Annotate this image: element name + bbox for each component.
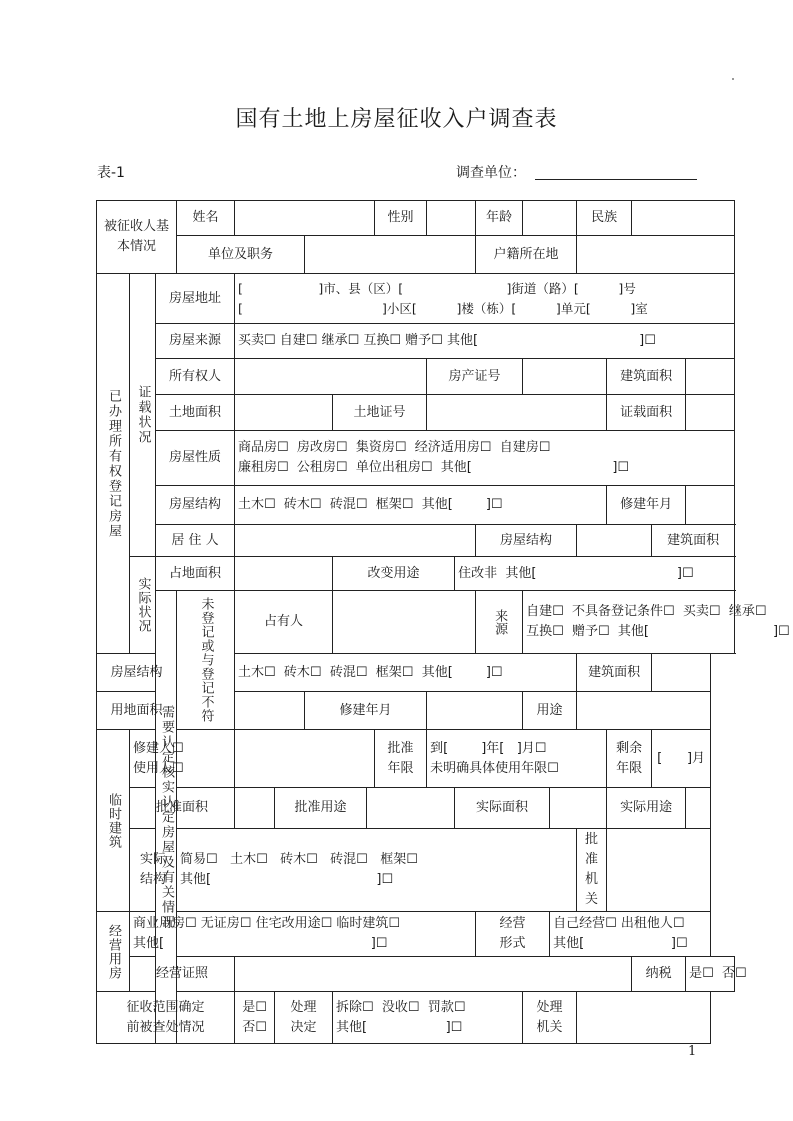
remaining-period-field[interactable]: [ ]月 xyxy=(652,730,711,788)
approval-authority-field[interactable] xyxy=(607,829,711,912)
unreg-structure-options[interactable]: 土木☐ 砖木☐ 砖混☐ 框架☐ 其他[ ]☐ xyxy=(235,654,577,692)
temp-structure-label-1: 实际 xyxy=(140,852,167,867)
builder-field[interactable] xyxy=(235,730,375,788)
actual-use-label: 实际用途 xyxy=(607,788,686,829)
unreg-source-line-1: 自建☐ 不具备登记条件☐ 买卖☐ 继承☐ xyxy=(526,604,767,619)
structure-label: 房屋结构 xyxy=(156,486,235,525)
unreg-structure-label: 房屋结构 xyxy=(97,654,177,692)
resident-label: 居 住 人 xyxy=(156,525,235,557)
age-field[interactable] xyxy=(523,201,577,236)
usage-label: 用途 xyxy=(523,692,577,730)
business-form-label xyxy=(476,912,550,957)
tax-label: 纳税 xyxy=(632,957,686,992)
temp-structure-label-2: 结构 xyxy=(140,872,167,887)
unreg-build-date-field[interactable] xyxy=(427,692,523,730)
household-reg-field[interactable] xyxy=(577,236,735,274)
name-field[interactable] xyxy=(235,201,375,236)
land-use-area-field[interactable] xyxy=(235,692,305,730)
build-date-field[interactable] xyxy=(686,486,735,525)
user-option: 使用人☐ xyxy=(133,760,184,776)
address-line-2: [ ]小区[ ]楼（栋）[ ]单元[ ]室 xyxy=(238,300,648,316)
needs-verification-header: 需要认定核实认定房屋及有关情况 xyxy=(156,591,177,1044)
approved-area-label: 批准面积 xyxy=(130,788,235,829)
actual-structure-label: 房屋结构 xyxy=(476,525,577,557)
structure-options[interactable]: 土木☐ 砖木☐ 砖混☐ 框架☐ 其他[ ]☐ xyxy=(235,486,607,525)
remaining-period-label xyxy=(607,730,652,788)
approval-period-label-1: 批准 xyxy=(387,740,414,756)
approval-authority-label-2: 机关 xyxy=(585,872,599,907)
handling-line-2: 其他[ ]☐ xyxy=(336,1019,463,1035)
form-line-1: 自己经营☐ 出租他人☐ xyxy=(553,916,685,931)
temp-structure-line-2: 其他[ ]☐ xyxy=(180,872,394,887)
handling-label-1: 处理 xyxy=(290,999,317,1015)
unreg-build-date-label: 修建年月 xyxy=(305,692,427,730)
footprint-label: 占地面积 xyxy=(156,557,235,591)
ethnicity-field[interactable] xyxy=(632,201,735,236)
use-change-label: 改变用途 xyxy=(333,557,455,591)
handling-org-field[interactable] xyxy=(577,992,711,1044)
source-label: 房屋来源 xyxy=(156,324,235,359)
nature-options[interactable] xyxy=(235,431,735,486)
gender-field[interactable] xyxy=(427,201,476,236)
scan-speck xyxy=(732,78,734,80)
survey-unit-field[interactable] xyxy=(535,179,697,180)
approval-period-label xyxy=(375,730,427,788)
employer-field[interactable] xyxy=(305,236,476,274)
approved-area-field[interactable] xyxy=(235,788,275,829)
actual-area-field[interactable] xyxy=(550,788,607,829)
period-line-1: 到[ ]年[ ]月☐ xyxy=(430,740,547,756)
tax-options[interactable]: 是☐ 否☐ xyxy=(686,957,735,992)
investigation-label xyxy=(97,992,235,1044)
handling-org-label-2: 机关 xyxy=(536,1019,563,1035)
owner-field[interactable] xyxy=(235,359,427,395)
no-option: 否☐ xyxy=(242,1019,267,1035)
occupant-label: 占有人 xyxy=(235,591,333,654)
use-change-options[interactable]: 住改非 其他[ ]☐ xyxy=(455,557,735,591)
property-cert-field[interactable] xyxy=(523,359,607,395)
survey-form-table xyxy=(96,200,790,1044)
business-form-label-1: 经营 xyxy=(499,916,526,931)
approval-authority-label-1: 批准 xyxy=(585,832,599,867)
cert-area-label: 证载面积 xyxy=(607,395,686,431)
investigation-yes-no[interactable] xyxy=(235,992,275,1044)
remaining-label-2: 年限 xyxy=(616,760,643,776)
ethnicity-label: 民族 xyxy=(577,201,632,236)
business-line-2: 其他[ ]☐ xyxy=(133,936,388,951)
usage-field[interactable] xyxy=(577,692,711,730)
unreg-source-options[interactable] xyxy=(523,591,790,654)
name-label: 姓名 xyxy=(177,201,235,236)
handling-decision-label xyxy=(275,992,333,1044)
household-reg-label: 户籍所在地 xyxy=(476,236,577,274)
actual-area-label: 实际面积 xyxy=(455,788,550,829)
nature-label: 房屋性质 xyxy=(156,431,235,486)
land-area-field[interactable] xyxy=(235,395,333,431)
approval-period-label-2: 年限 xyxy=(387,760,414,776)
basic-info-header: 被征收人基本情况 xyxy=(97,201,177,274)
registered-house-header: 已办理所有权登记房屋 xyxy=(97,274,130,654)
business-form-options[interactable] xyxy=(550,912,711,957)
unregistered-header: 未登记或与登记不符 xyxy=(177,591,235,730)
investigation-label-1: 征收范围确定 xyxy=(126,999,205,1015)
builder-user-options[interactable] xyxy=(130,730,235,788)
temp-structure-options[interactable] xyxy=(177,829,577,912)
building-area-label: 建筑面积 xyxy=(607,359,686,395)
survey-unit-label: 调查单位： xyxy=(456,165,526,181)
business-house-header: 经营用房 xyxy=(97,912,130,992)
address-label: 房屋地址 xyxy=(156,274,235,324)
source-origin-label: 来源 xyxy=(476,591,523,654)
form-number: 表-1 xyxy=(97,165,125,181)
gender-label: 性别 xyxy=(375,201,427,236)
handling-org-label xyxy=(523,992,577,1044)
form-line-2: 其他[ ]☐ xyxy=(553,936,688,951)
footprint-field[interactable] xyxy=(235,557,333,591)
age-label: 年龄 xyxy=(476,201,523,236)
actual-use-field[interactable] xyxy=(686,788,711,829)
address-field[interactable] xyxy=(235,274,735,324)
license-field[interactable] xyxy=(235,957,632,992)
actual-structure-field[interactable] xyxy=(577,525,652,557)
unreg-source-line-2: 互换☐ 赠予☐ 其他[ ]☐ xyxy=(526,624,790,639)
property-cert-label: 房产证号 xyxy=(427,359,523,395)
unreg-building-area-field[interactable] xyxy=(652,654,711,692)
building-area-field[interactable] xyxy=(686,359,735,395)
owner-label: 所有权人 xyxy=(156,359,235,395)
approval-authority-label xyxy=(577,829,607,912)
license-label: 经营证照 xyxy=(130,957,235,992)
nature-line-1: 商品房☐ 房改房☐ 集资房☐ 经济适用房☐ 自建房☐ xyxy=(238,440,551,455)
actual-status-header: 实际状况 xyxy=(130,557,156,654)
cert-status-header: 证载状况 xyxy=(130,274,156,557)
period-line-2: 未明确具体使用年限☐ xyxy=(430,760,559,776)
page-number: 1 xyxy=(688,1044,697,1059)
handling-options[interactable] xyxy=(333,992,523,1044)
land-use-area-label: 用地面积 xyxy=(97,692,177,730)
investigation-label-2: 前被查处情况 xyxy=(126,1019,205,1035)
yes-option: 是☐ xyxy=(242,999,267,1015)
business-line-1: 商业用房☐ 无证房☐ 住宅改用途☐ 临时建筑☐ xyxy=(133,916,401,931)
business-type-options[interactable] xyxy=(130,912,476,957)
approved-use-field[interactable] xyxy=(367,788,455,829)
temporary-building-header: 临时建筑 xyxy=(97,730,130,912)
remaining-label-1: 剩余 xyxy=(616,740,643,756)
land-area-label: 土地面积 xyxy=(156,395,235,431)
handling-label-2: 决定 xyxy=(290,1019,317,1035)
approved-use-label: 批准用途 xyxy=(275,788,367,829)
build-date-label: 修建年月 xyxy=(607,486,686,525)
page-title: 国有土地上房屋征收入户调查表 xyxy=(235,107,558,132)
business-form-label-2: 形式 xyxy=(499,936,526,951)
unreg-building-area-label: 建筑面积 xyxy=(577,654,652,692)
address-line-1: [ ]市、县（区）[ ]街道（路）[ ]号 xyxy=(238,280,636,296)
temp-structure-line-1: 简易☐ 土木☐ 砖木☐ 砖混☐ 框架☐ xyxy=(180,852,418,867)
occupant-field[interactable] xyxy=(333,591,476,654)
builder-option: 修建人☐ xyxy=(133,740,184,756)
nature-line-2: 廉租房☐ 公租房☐ 单位出租房☐ 其他[ ]☐ xyxy=(238,460,630,475)
land-cert-field[interactable] xyxy=(427,395,607,431)
approval-period-options[interactable] xyxy=(427,730,607,788)
handling-line-1: 拆除☐ 没收☐ 罚款☐ xyxy=(336,999,466,1015)
land-cert-label: 土地证号 xyxy=(333,395,427,431)
source-options[interactable]: 买卖☐ 自建☐ 继承☐ 互换☐ 赠予☐ 其他[ ]☐ xyxy=(235,324,735,359)
cert-area-field[interactable] xyxy=(686,395,735,431)
handling-org-label-1: 处理 xyxy=(536,999,563,1015)
employer-label: 单位及职务 xyxy=(177,236,305,274)
resident-field[interactable] xyxy=(235,525,476,557)
actual-building-area-label: 建筑面积 xyxy=(652,525,735,557)
